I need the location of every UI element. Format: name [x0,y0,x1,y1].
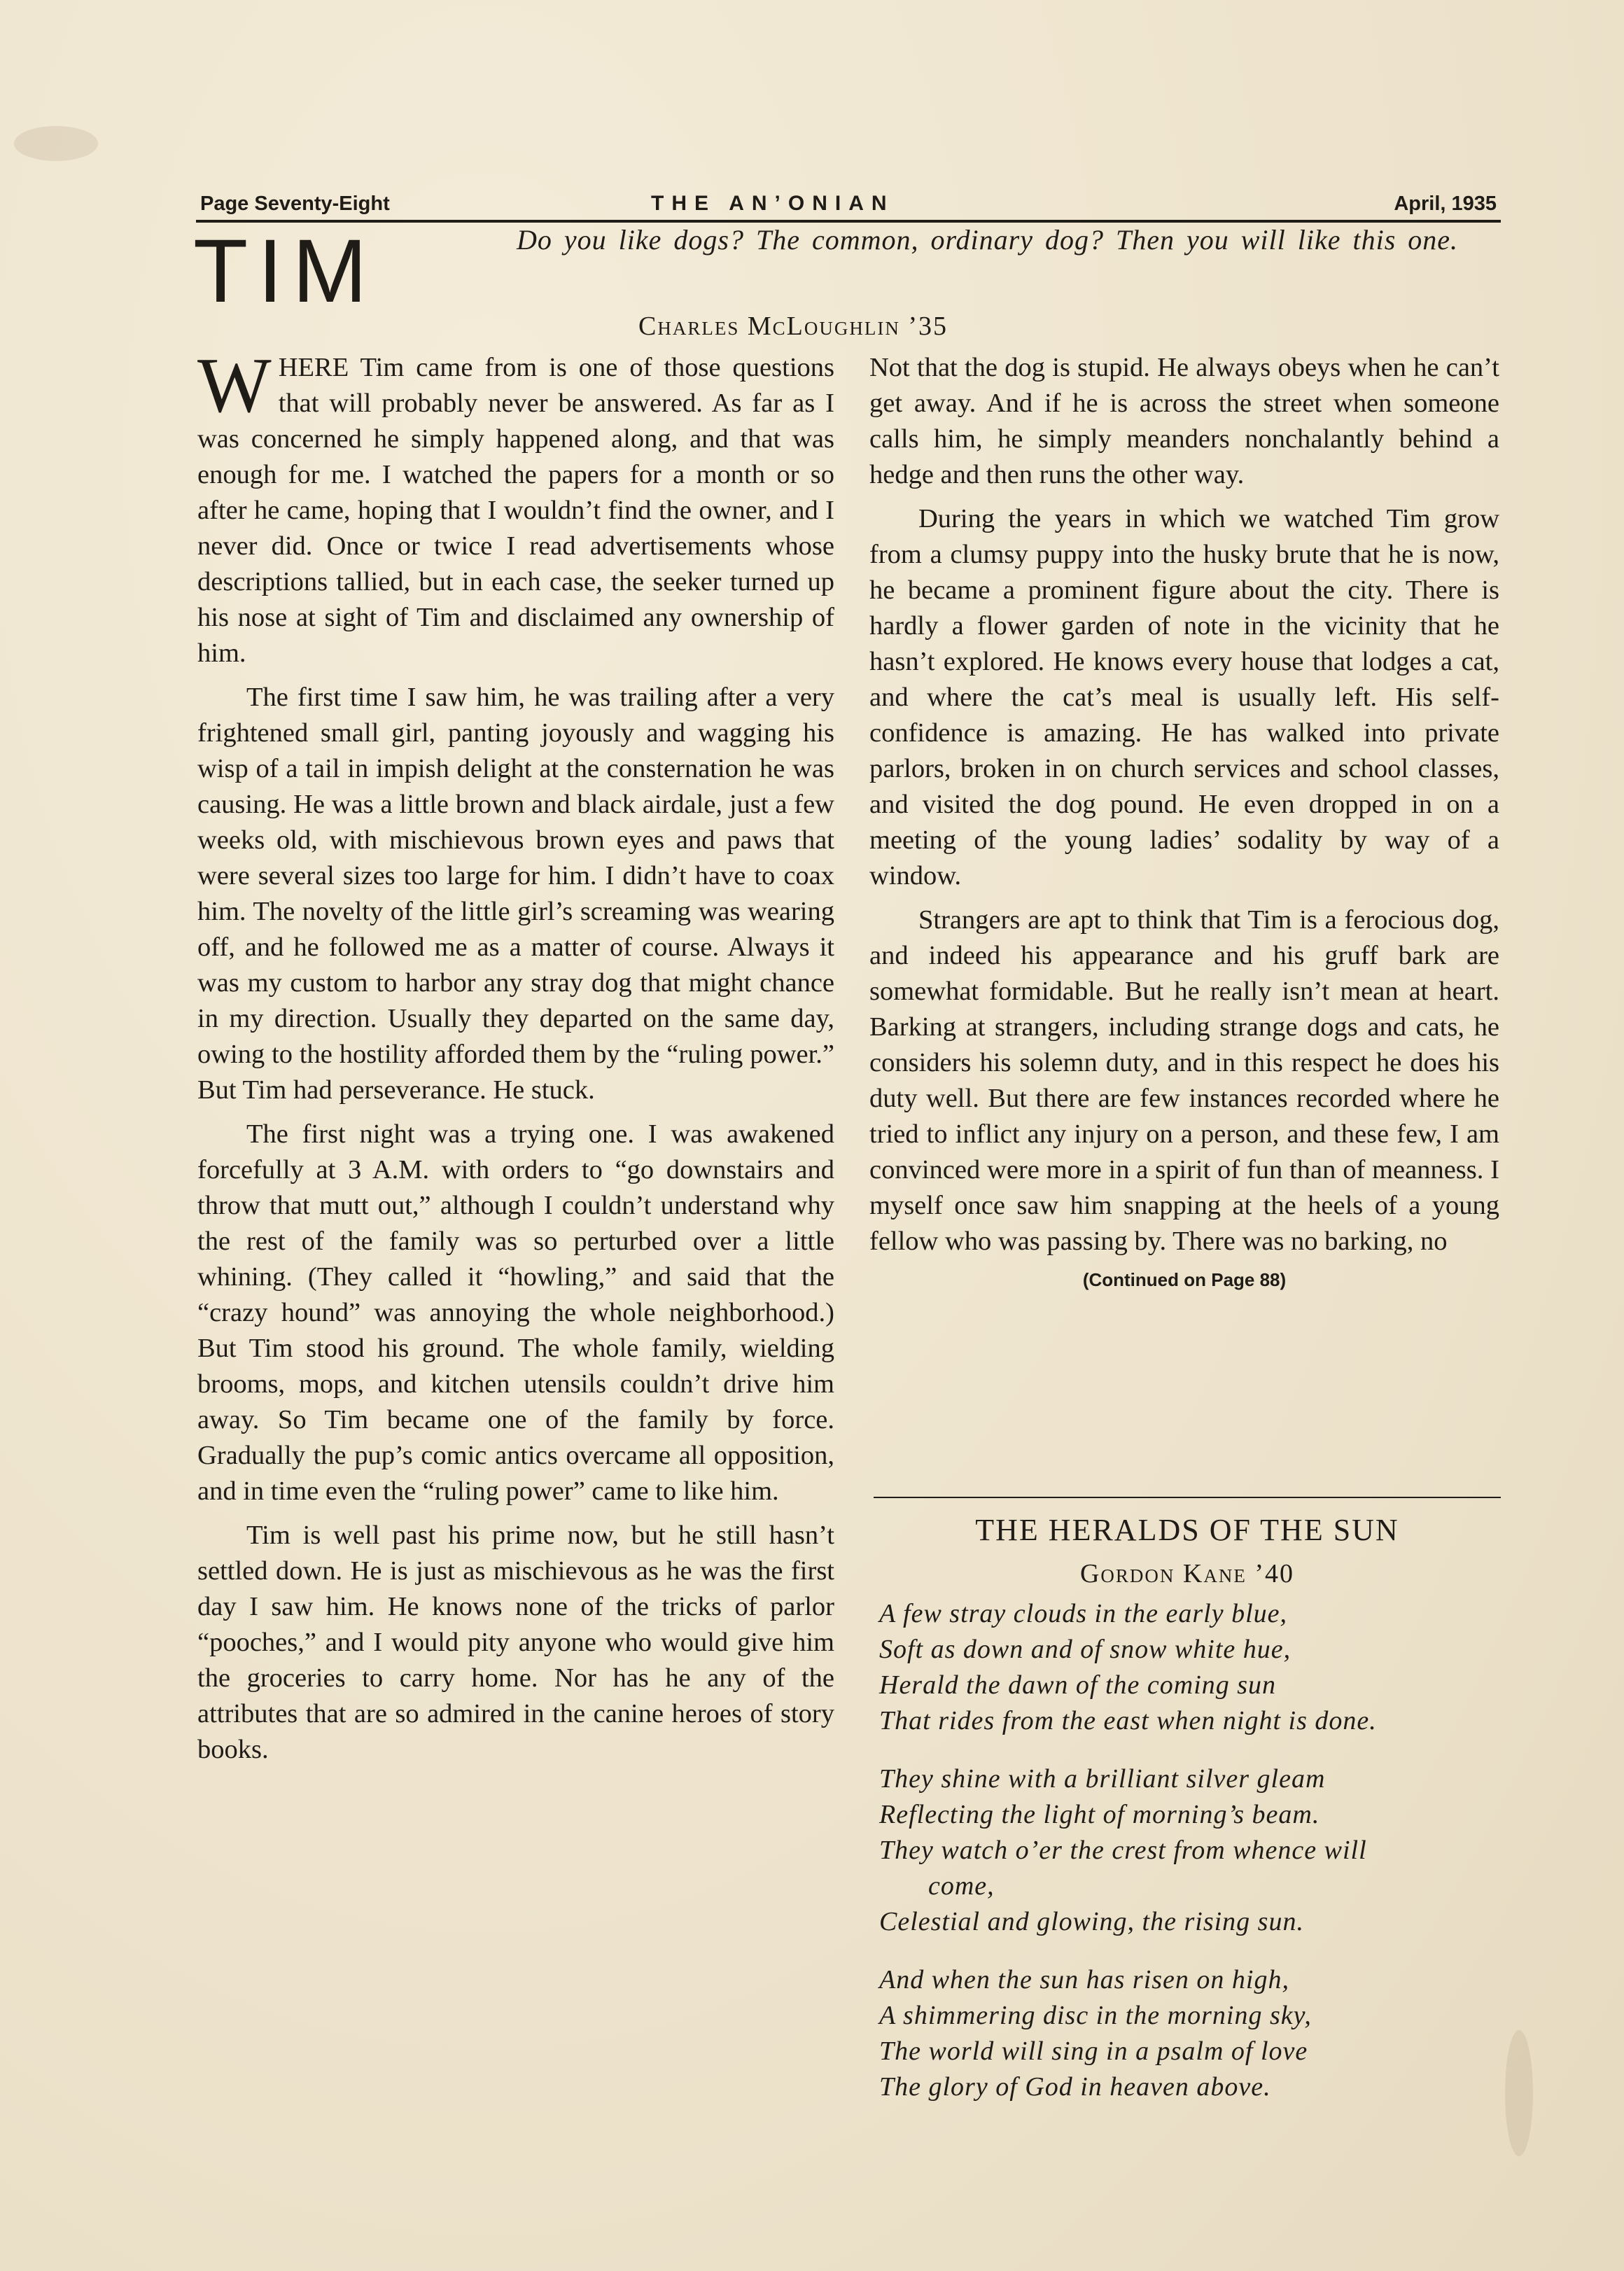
poem-stanza [879,1596,1509,1739]
poem-line: Reflecting the light of morning’s beam. [879,1800,1320,1829]
section-divider [874,1497,1501,1498]
article-title: TIM [193,221,377,321]
poem-body [879,1596,1509,2127]
poem-line: They shine with a brilliant silver gleam [879,1764,1326,1794]
continued-note: (Continued on Page 88) [1082,1269,1287,1290]
paragraph: The first time I saw him, he was trailing after a very frightened small girl, panting joyously and wagging his wisp of a tail in impish delight at the consternation he was causing. He was a little brown and black airdale, just a few weeks old, with mischievous brown eyes and paws that were several sizes too large for him. I didn’t have to coax him. The novelty of the little girl’s screaming was wearing off, and he followed me as a matter of course. Always it was my custom to harbor any stray dog that might chance in my direction. Usually they departed on the same day, owing to the hostility afforded them by the “ruling power.” But Tim had perseverance. He stuck. [197,683,834,1105]
poem-line: Celestial and glowing, the rising sun. [879,1907,1304,1936]
poem-title: THE HERALDS OF THE SUN [975,1513,1399,1547]
paragraph: During the years in which we watched Tim grow from a clumsy puppy into the husky brute that he is now, he became a prominent figure about the city. There is hardly a flower garden of note in the vicinity that he hasn’t explored. He knows every house that lodges a cat, and where the cat’s meal is usually left. His self-confidence is amazing. He has walked into private parlors, broken in on church services and school classes, and visited the dog pound. He even dropped in on a meeting of the young ladies’ sodality by way of a window. [869,504,1499,890]
poem-line: The glory of God in heaven above. [879,2072,1271,2102]
poem-line: A shimmering disc in the morning sky, [879,2001,1312,2030]
poem-line: A few stray clouds in the early blue, [879,1599,1287,1628]
poem-line: They watch o’er the crest from whence will [879,1836,1367,1865]
article-column-left [197,342,834,1776]
article-column-right [869,350,1499,1292]
magazine-name: THE AN’ONIAN [651,192,895,215]
paragraph: Strangers are apt to think that Tim is a ferocious dog, and indeed his appearance and his gruff bark are somewhat formidable. But he really isn’t mean at heart. Barking at strangers, including strange dogs and cats, he considers his solemn duty, and in this respect he does his duty well. But there are few instances recorded where he tried to inflict any injury on a person, and these few, I am convinced were more in a spirit of fun than of meanness. I myself once saw him snapping at the heels of a young fellow who was passing by. There was no barking, no [869,905,1499,1256]
drop-cap: W [197,342,272,429]
stain-mark [1505,2030,1533,2156]
poem-line: Herald the dawn of the coming sun [879,1670,1277,1700]
paragraph: WHERE Tim came from is one of those questions that will probably never be answered. As far as I was concerned he simply happened along, and that was enough for me. I watched the papers for a month or so after he came, hoping that I wouldn’t find the owner, and I never did. Once or twice I read advertisements whose descriptions tallied, but in each case, the seeker turned up his nose at sight of Tim and disclaimed any ownership of him. [197,342,834,668]
article-byline: Charles McLoughlin ’35 [638,312,948,341]
article-subtitle: Do you like dogs? The common, ordinary dog? Then you will like this one. [517,224,1459,256]
paragraph: The first night was a trying one. I was awakened forcefully at 3 A.M. with orders to “go downstairs and throw that mutt out,” although I couldn’t understand why the rest of the family was so perturbed over a little whining. (They called it “howling,” and said that the “crazy hound” was annoying the whole neighborhood.) But Tim stood his ground. The whole family, wielding brooms, mops, and kitchen utensils couldn’t drive him away. So Tim became one of the family by force. Gradually the pup’s comic antics overcame all opposition, and in time even the “ruling power” came to like him. [197,1119,834,1506]
poem-line: Soft as down and of snow white hue, [879,1635,1292,1664]
poem-author: Gordon Kane ’40 [1079,1559,1295,1588]
poem-stanza [879,1761,1509,1940]
running-header [196,183,1501,223]
stain-mark [14,126,98,161]
poem-line: And when the sun has risen on high, [879,1965,1289,1994]
poem-stanza [879,1962,1509,2105]
paragraph: Tim is well past his prime now, but he still hasn’t settled down. He is just as mischievous as he was the first day I saw him. He knows none of the tricks of parlor “pooches,” and I would pity anyone who would give him the groceries to carry home. Nor has he any of the attributes that are so admired in the canine heroes of story books. [197,1521,834,1764]
poem-line: That rides from the east when night is done. [879,1706,1377,1735]
issue-date: April, 1935 [1394,193,1497,215]
poem-line: come, [928,1871,995,1901]
poem-line: The world will sing in a psalm of love [879,2036,1308,2066]
paragraph: Not that the dog is stupid. He always obeys when he can’t get away. And if he is across the street when someone calls him, he simply meanders nonchalantly behind a hedge and then runs the other way. [869,353,1499,489]
page-number: Page Seventy-Eight [200,193,390,215]
